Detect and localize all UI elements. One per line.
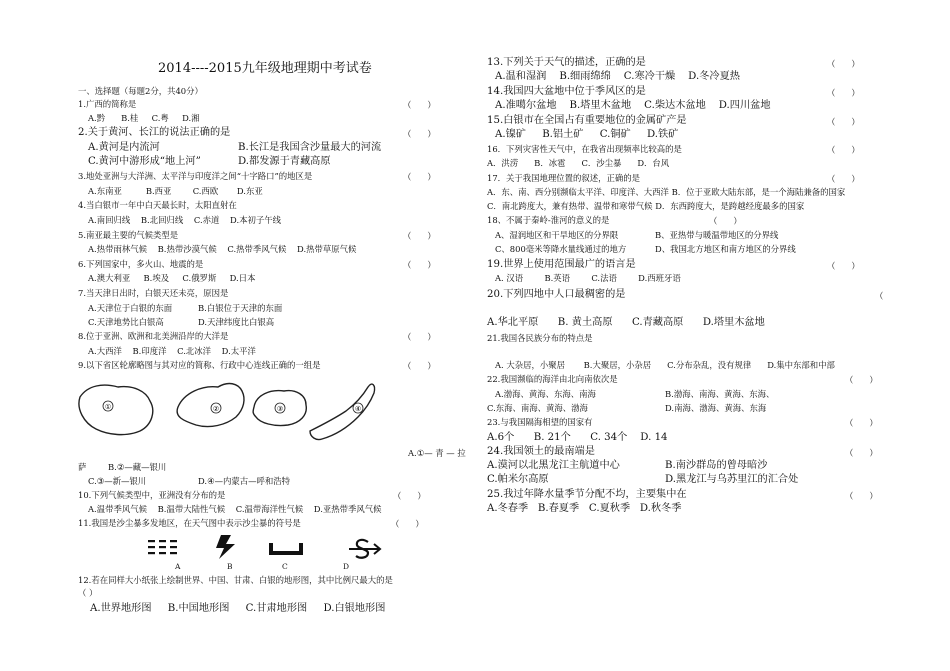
question-21: 21.我国各民族分布的特点是 [487,333,593,343]
page-title: 2014----2015九年级地理期中考试卷 [158,61,372,76]
q9-option-c: C.③—新—银川 [88,476,147,486]
answer-paren: （ ） [827,59,860,69]
q4-options: A.南回归线 B.北回归线 C.赤道 D.本初子午线 [88,215,281,225]
q18-option-a: A、湿润地区和干旱地区的分界限 [495,230,619,240]
answer-paren: （ ） [827,261,860,271]
q21-options: A. 大杂居，小聚居 B.大聚居，小杂居 C.分布杂乱，没有规律 D.集中东部和中部 [495,360,835,370]
answer-paren: （ ） [403,260,436,270]
map-xizang [177,384,244,427]
q15-options: A.镍矿 B.铝土矿 C.铜矿 D.铁矿 [495,129,679,140]
q6-options: A.澳大利亚 B.埃及 C.俄罗斯 D.日本 [88,273,256,283]
q17-option-cd: C．南北跨度大，兼有热带、温带和寒带气候 D．东西跨度大，是跨越经度最多的国家 [487,201,805,211]
q18-option-c: C、800毫米等降水量线通过的地方 [495,244,627,254]
q24-option-b: B.南沙群岛的曾母暗沙 [665,460,768,471]
answer-paren: （ ） [827,174,860,184]
option-d: D.湘 [182,113,200,123]
question-11: 11.我国是沙尘暴多发地区，在天气图中表示沙尘暴的符号是 [78,518,301,528]
answer-paren: （ ） [391,519,424,529]
option-b: B.桂 [121,113,139,123]
question-6: 6.下列国家中，多火山、地震的是 [78,259,204,269]
question-3: 3.地处亚洲与大洋洲、太平洋与印度洋之间“十字路口”的地区是 [78,171,313,181]
symbol-label-c: C [282,562,288,571]
question-22: 22.我国濒临的海洋由北向南依次是 [487,374,618,384]
q8-options: A.大西洋 B.印度洋 C.北冰洋 D.太平洋 [88,346,256,356]
option-c: C.粤 [151,113,169,123]
question-17: 17．关于我国地理位置的叙述，正确的是 [487,173,641,183]
question-16: 16．下列灾害性天气中，在我省出现频率比较高的是 [487,144,682,154]
question-14: 14.我国四大盆地中位于季风区的是 [487,86,646,97]
q10-options: A.温带季风气候 B.温带大陆性气候 C.温带海洋性气候 D.亚热带季风气候 [88,504,382,514]
map-label-1: ① [104,403,112,411]
question-2: 2.关于黄河、长江的说法正确的是 [78,127,231,138]
weather-symbol-c-icon [268,542,304,556]
q14-options: A.准噶尔盆地 B.塔里木盆地 C.柴达木盆地 D.四川盆地 [495,100,771,111]
question-7: 7.当天津日出时，白银天还未亮，原因是 [78,288,229,298]
answer-paren: （ ） [845,418,878,428]
question-24: 24.我国领土的最南端是 [487,446,595,457]
q18-option-b: B、亚热带与暖温带地区的分界线 [655,230,779,240]
answer-paren: （ ） [845,491,878,501]
q7-option-b: B.白银位于天津的东面 [198,303,283,313]
q9-option-a-head: 萨 [78,462,87,472]
question-18: 18、不属于秦岭-淮河的意义的是 [487,215,610,225]
answer-paren: （ ） [403,172,436,182]
question-23: 23.与我国隔海相望的国家有 [487,417,593,427]
weather-symbol-b-icon [213,534,239,560]
question-10: 10.下列气候类型中，亚洲没有分布的是 [78,490,226,500]
answer-paren: （ ） [403,100,436,110]
q20-options: A.华北平原 B. 黄土高原 C.青藏高原 D.塔里木盆地 [487,317,765,328]
question-1: 1.广西的简称是 [78,99,137,109]
q18-option-d: D、我国北方地区和南方地区的分界线 [655,244,796,254]
q5-options: A.热带雨林气候 B.热带沙漠气候 C.热带季风气候 D.热带草原气候 [88,244,357,254]
q2-option-c: C.黄河中游形成“地上河” [88,156,201,167]
q9-option-b: B.②—藏—银川 [108,462,167,472]
q1-options [88,113,200,124]
q22-option-c: C.东海、南海、黄海、渤海 [487,403,588,413]
weather-symbol-d-icon [348,538,382,560]
answer-paren: （ ） [403,361,436,371]
answer-paren: （ ） [827,88,860,98]
symbol-label-a: A [175,562,181,571]
map-label-4: ④ [354,405,362,413]
section-heading: 一、选择题（每题2分，共40分） [78,86,203,96]
answer-paren: （ ） [845,375,878,385]
question-19: 19.世界上使用范围最广的语言是 [487,259,636,270]
province-maps [78,375,378,445]
answer-paren: （ ） [827,145,860,155]
q2-option-b: B.长江是我国含沙量最大的河流 [238,142,382,153]
answer-paren: （ ） [845,448,878,458]
question-20: 20.下列四地中人口最稠密的是 [487,289,626,300]
q16-options: A．洪涝 B．冰雹 C．沙尘暴 D．台风 [487,158,670,168]
question-25: 25.我过年降水量季节分配不均，主要集中在 [487,489,687,500]
q3-options: A.东南亚 B.西亚 C.西欧 D.东亚 [88,186,263,196]
map-label-2: ② [212,405,220,413]
q22-option-d: D.南海、渤海、黄海、东海 [665,403,767,413]
question-12: 12.若在同样大小纸张上绘制世界、中国、甘肃、白银的地形图，其中比例尺最大的是 [78,575,393,585]
q12-paren: （ ） [78,588,98,598]
map-neimenggu [310,384,375,439]
q22-option-b: B.渤海、南海、黄海、东海、 [665,389,775,399]
answer-paren: （ ） [403,129,436,139]
q2-option-a: A.黄河是内流河 [88,142,160,153]
answer-paren: （ ） [403,332,436,342]
q9-option-a-tail: A.①— 青 — 拉 [408,448,466,458]
map-label-3: ③ [276,405,284,413]
q13-options: A.温和湿润 B.细雨绵绵 C.寒冷干燥 D.冬冷夏热 [495,71,740,82]
q17-option-ab: A．东、南、西分别濒临太平洋、印度洋、大西洋 B．位于亚欧大陆东部，是一个海陆兼备的国家 [487,187,846,197]
answer-paren: （ ） [403,231,436,241]
q19-options: A. 汉语 B.英语 C.法语 D.西班牙语 [495,273,681,283]
weather-symbol-a-icon [148,538,182,558]
q18-paren: （ ） [709,216,742,226]
q24-option-d: D.黑龙江与乌苏里江的汇合处 [665,474,799,485]
question-5: 5.南亚最主要的气候类型是 [78,230,179,240]
option-a: A.黔 [88,113,106,123]
q2-option-d: D.都发源于青藏高原 [238,156,331,167]
q24-option-a: A.漠河以北黑龙江主航道中心 [487,460,620,471]
answer-paren: （ ） [393,491,426,501]
map-xinjiang [253,391,306,426]
question-15: 15.白银市在全国占有重要地位的金属矿产是 [487,115,687,126]
q22-option-a: A.渤海、黄海、东海、南海 [495,389,596,399]
symbol-label-b: B [227,562,233,571]
q9-option-d: D.④—内蒙古—呼和浩特 [198,476,290,486]
q7-option-d: D.天津纬度比白银高 [198,317,275,327]
q7-option-a: A.天津位于白银的东面 [88,303,173,313]
q23-options: A.6个 B. 21个 C. 34个 D. 14 [487,432,668,443]
question-9: 9.以下省区轮廓略图与其对应的简称、行政中心连线正确的一组是 [78,360,321,370]
map-qinghai [79,385,153,434]
q20-paren: （ [875,291,884,301]
q12-options: A.世界地形图 B.中国地形图 C.甘肃地形图 D.白银地形图 [90,603,386,614]
q25-options: A.冬春季 B.春夏季 C.夏秋季 D.秋冬季 [487,503,682,514]
answer-paren: （ ） [827,117,860,127]
q24-option-c: C.帕米尔高原 [487,474,549,485]
question-4: 4.当白银市一年中白天最长时，太阳直射在 [78,200,237,210]
question-13: 13.下列关于天气的描述，正确的是 [487,57,646,68]
q7-option-c: C.天津地势比白银高 [88,317,164,327]
symbol-label-d: D [343,562,350,571]
question-8: 8.位于亚洲、欧洲和北美洲沿岸的大洋是 [78,331,229,341]
